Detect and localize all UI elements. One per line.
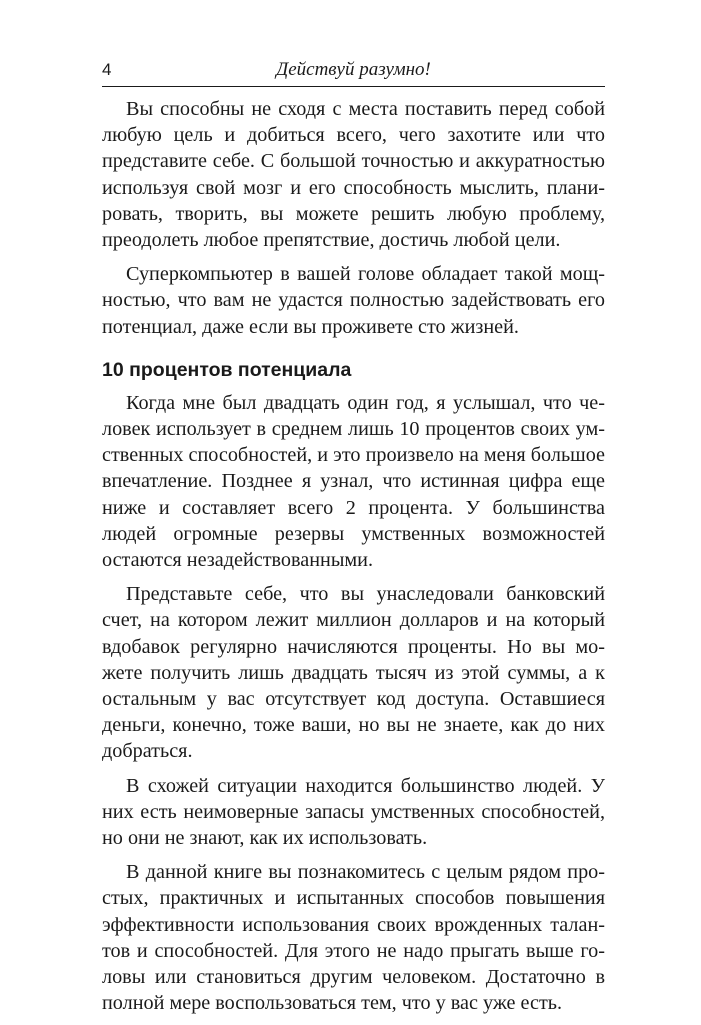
paragraph: Вы способны не сходя с места поставить перед собой любую цель и добиться всего, чего захотите или что представите себе. С большой точностью и аккуратностью используя свой мозг и его способность мыслить, планировать, творить, вы можете решить любую проблему, преодолеть любое препятствие, достичь любой цели. [102,98,605,252]
paragraph: Когда мне был двадцать один год, я услышал, что человек использует в среднем лишь 10 процентов своих умственных способностей, и это произвело на меня большое впечатление. Позднее я узнал, что истинная цифра еще ниже и составляет всего 2 процента. У большинства людей огромные резервы умственных возможностей остаются незадействованными. [102,391,605,572]
section-heading: 10 процентов потенциала [102,358,352,381]
paragraph: Представьте себе, что вы унаследовали банковский счет, на котором лежит миллион долларов и на который вдобавок регулярно начисляются проценты. Но вы можете получить лишь двадцать тысяч из этой суммы, а к остальным у вас отсутствует код доступа. Оставшиеся деньги, конечно, тоже ваши, но вы не знаете, как до них добраться. [102,583,605,763]
running-header [102,58,605,87]
running-title: Действуй разумно! [276,59,431,80]
book-page [102,58,605,1025]
body-text [102,96,605,1017]
paragraph: Суперкомпьютер в вашей голове обладает такой мощностью, что вам не удастся полностью задействовать его потенциал, даже если вы проживете сто жизней. [102,263,605,338]
paragraph: В данной книге вы познакомитесь с целым рядом простых, практичных и испытанных способов повышения эффективности использования своих врожденных талантов и способностей. Для этого не надо прыгать выше головы или становиться другим человеком. Достаточно в полной мере воспользоваться тем, что у вас уже есть. [102,861,605,1015]
page-number: 4 [102,60,112,79]
paragraph: В схожей ситуации находится большинство людей. У них есть неимоверные запасы умственных способностей, но они не знают, как их использовать. [102,774,605,850]
